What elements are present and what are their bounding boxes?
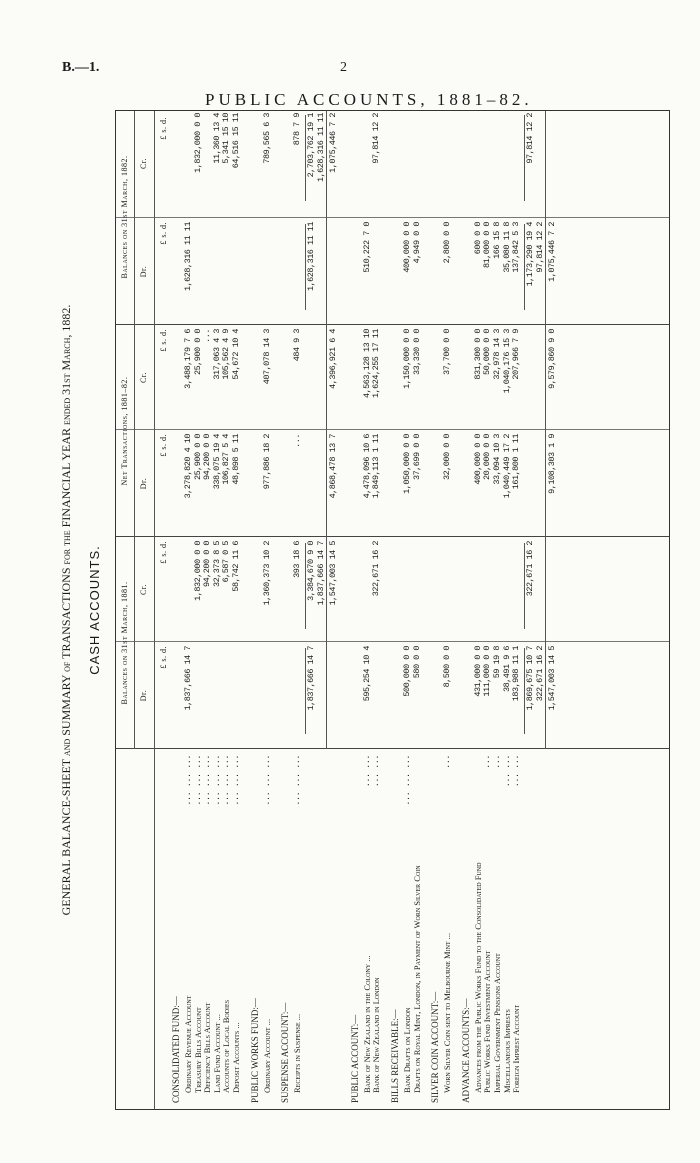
amount-cell: 1,628,316 11 11 [315,113,326,183]
amount-cell: 4,949 0 0 [411,222,422,264]
account-label: Foreign Imprest Account [511,1004,522,1093]
amount-cell: 5,341 15 10 [221,113,232,164]
amount-cell: 33,094 10 3 [492,434,502,485]
amount-cell: 977,886 18 2 [261,434,272,490]
account-label: Treasury Bills Account [192,1007,203,1093]
amount-cell: 37,699 0 0 [411,434,422,481]
amount-cell: 1,837,666 14 7 [183,646,193,711]
accounts-table [115,110,670,1110]
account-label: Ordinary Revenue Account [183,995,193,1093]
units-lsd: £ s. d. [159,222,168,245]
amount-cell: 207,966 7 9 [511,329,522,380]
leader-dots: ... ... [511,755,522,788]
account-label: Deficiency Bills Account [202,1002,213,1093]
leader-dots: ... ... [501,755,512,788]
amount-cell: 338,075 19 4 [211,434,222,490]
amount-cell: 64,516 15 11 [231,113,241,169]
account-label: Bank of New Zealand in London [371,977,382,1093]
amount-cell: 1,832,000 0 0 [192,113,203,173]
leader-dots: ... ... ... [202,755,213,806]
amount-cell: 8,500 0 0 [442,646,453,688]
amount-cell: 1,837,666 14 7 [315,541,326,606]
leader-dots: ... ... ... [183,755,193,806]
leader-dots: ... ... ... [402,755,412,806]
amount-cell: 317,063 4 3 [211,329,222,380]
amount-cell: 183,988 11 1 [511,646,522,702]
amount-cell: 2,800 0 0 [442,222,453,264]
amount-cell: 1,547,003 14 5 [327,541,338,606]
section-heading: SUSPENSE ACCOUNT:— [280,1002,291,1103]
leader-dots: ... ... ... [192,755,203,806]
amount-cell: ... [202,329,213,343]
amount-cell: 789,565 6 3 [261,113,272,164]
total-rule [326,111,327,749]
amount-cell: 1,628,316 11 11 [183,222,193,292]
amount-cell: 407,078 14 3 [261,329,272,385]
amount-cell: 4,396,921 6 4 [327,329,338,389]
amount-cell: 4,563,128 13 10 [361,329,372,399]
cash-accounts-heading: CASH ACCOUNTS. [87,545,102,675]
amount-cell: 1,624,255 17 11 [371,329,382,399]
amount-cell: 37,700 0 0 [442,329,453,376]
total-rule [545,111,546,749]
amount-cell: 322,671 16 2 [371,541,382,597]
amount-cell: 166 15 8 [492,222,502,259]
amount-cell: 1,040,176 15 3 [501,329,512,394]
amount-cell: 831,300 0 0 [472,329,483,380]
amount-cell: 9,579,860 9 0 [546,329,557,389]
header-net-transactions: Net Transactions, 1881–82. [120,376,129,486]
amount-cell: 94,200 0 0 [202,541,213,588]
leader-dots: ... ... [371,755,382,788]
amount-cell: 25,900 0 0 [192,434,203,481]
amount-cell: 393 18 6 [292,541,303,578]
page-number: 2 [340,60,347,75]
amount-cell: 1,849,113 1 11 [371,434,382,499]
amount-cell: 580 0 0 [411,646,422,679]
amount-cell: 1,547,003 14 5 [546,646,557,711]
account-label: Advances from the Public Works Fund to the Consolidated Fund [472,862,483,1093]
amount-cell: 1,837,666 14 7 [305,646,316,711]
amount-cell: 20,000 0 0 [482,434,493,481]
amount-cell: 3,384,670 9 0 [305,541,316,601]
amount-cell: 2,703,762 19 1 [305,113,316,178]
leader-dots: ... [442,755,453,769]
amount-cell: 595,254 10 4 [361,646,372,702]
amount-cell: 1,075,446 7 2 [546,222,557,282]
leader-dots: ... ... [361,755,372,788]
account-label: Ordinary Account ... [261,1018,272,1093]
amount-cell: 81,000 0 0 [482,222,493,269]
column-divider [116,536,669,537]
account-label: Land Fund Account ... [211,1013,222,1093]
amount-cell: 33,330 0 0 [411,329,422,376]
header-balances-1882: Balances on 31st March, 1882. [120,155,129,279]
amount-cell: 400,000 0 0 [402,222,412,273]
section-heading: PUBLIC WORKS FUND:— [249,998,260,1103]
account-label: Receipts in Suspense ... [292,1013,303,1093]
amount-cell: 59 19 8 [492,646,502,679]
amount-cell: 38,491 9 6 [501,646,512,693]
amount-cell: 35,080 11 8 [501,222,512,273]
header-rule [134,111,135,749]
amount-cell: 1,150,000 0 0 [402,329,412,389]
amount-cell: 3,488,179 7 6 [183,329,193,389]
leader-dots: ... [482,755,493,769]
amount-cell: 106,827 5 4 [221,434,232,485]
running-title: PUBLIC ACCOUNTS, 1881–82. [205,90,533,109]
header-cr: Cr. [139,157,148,170]
section-heading: SILVER COIN ACCOUNT:— [430,991,441,1103]
units-lsd: £ s. d. [159,646,168,669]
amount-cell: 878 7 9 [292,113,303,146]
account-label: Accounts of Local Bodies [221,999,232,1093]
account-label: Bank of New Zealand in the Colony ... [361,955,372,1093]
section-heading: CONSOLIDATED FUND:— [171,996,181,1103]
amount-cell: 111,000 0 0 [482,646,493,697]
amount-cell: 322,671 16 2 [524,541,535,597]
amount-cell: 1,075,446 7 2 [327,113,338,173]
account-label: Bank Drafts on London [402,1007,412,1093]
leader-dots: ... ... ... [221,755,232,806]
amount-cell: 137,842 5 3 [511,222,522,273]
amount-cell: 600 0 0 [472,222,483,255]
amount-cell: 322,671 16 2 [534,646,545,702]
amount-cell: 9,108,303 1 9 [546,434,557,494]
column-divider [116,748,669,749]
amount-cell: 58,742 11 6 [231,541,241,592]
amount-cell: 510,222 7 0 [361,222,372,273]
amount-cell: 431,000 0 0 [472,646,483,697]
units-lsd: £ s. d. [159,117,168,140]
amount-cell: ... [292,434,303,448]
column-divider [116,641,669,642]
amount-cell: 1,173,290 19 4 [524,222,535,287]
document-reference: B.—1. [62,60,100,75]
amount-cell: 1,360,373 10 2 [261,541,272,606]
amount-cell: 105,562 4 9 [221,329,232,380]
amount-cell: 1,050,000 0 0 [402,434,412,494]
account-label: Drafts on Royal Mint, London, in Payment of Worn Silver Coin [411,865,422,1093]
header-dr: Dr. [139,265,148,278]
leader-dots: ... ... ... [292,755,303,806]
amount-cell: 97,814 12 2 [534,222,545,273]
leader-dots: ... ... ... [231,755,241,806]
amount-cell: 1,628,316 11 11 [305,222,316,292]
leader-dots: ... ... ... [261,755,272,806]
amount-cell: 54,672 10 4 [231,329,241,380]
amount-cell: 48,898 5 11 [231,434,241,485]
section-heading: PUBLIC ACCOUNT:— [349,1014,360,1103]
header-balances-1881: Balances on 31st March, 1881. [120,581,129,705]
amount-cell: 4,478,096 10 6 [361,434,372,499]
account-label: Miscellaneous Imprests [501,1009,512,1093]
amount-cell: 400,000 0 0 [472,434,483,485]
amount-cell: 97,814 12 2 [371,113,382,164]
account-label: Deposit Accounts ... [231,1022,241,1093]
amount-cell: 500,000 0 0 [402,646,412,697]
amount-cell: 32,000 0 0 [442,434,453,481]
account-label: Public Works Fund Investment Account [482,950,493,1093]
amount-cell: 3,278,820 4 10 [183,434,193,499]
header-cr: Cr. [139,583,148,596]
leader-dots: ... ... ... [211,755,222,806]
amount-cell: 1,869,675 10 7 [524,646,535,711]
amount-cell: 4,868,478 13 7 [327,434,338,499]
header-rule [154,111,155,1109]
section-heading: BILLS RECEIVABLE:— [390,1009,400,1103]
amount-cell: 11,360 13 4 [211,113,222,164]
amount-cell: 32,978 14 3 [492,329,502,380]
amount-cell: 25,900 0 0 [192,329,203,376]
amount-cell: 1,040,449 17 2 [501,434,512,499]
amount-cell: 161,800 1 11 [511,434,522,490]
units-lsd: £ s. d. [159,434,168,457]
leader-dots: ... [492,755,502,769]
column-divider [116,324,669,325]
units-lsd: £ s. d. [159,329,168,352]
section-heading: ADVANCE ACCOUNTS:— [460,998,471,1103]
column-divider [116,429,669,430]
header-cr: Cr. [139,371,148,384]
balance-sheet-title: GENERAL BALANCE-SHEET and SUMMARY of TRANSACTIONS for the FINANCIAL YEAR ended 31st March, 1882. [59,304,73,916]
amount-cell: 94,200 0 0 [202,434,213,481]
column-divider [116,217,669,218]
amount-cell: 484 9 3 [292,329,303,362]
rotated-balance-sheet [60,110,670,1110]
header-dr: Dr. [139,477,148,490]
amount-cell: 97,814 12 2 [524,113,535,164]
units-lsd: £ s. d. [159,541,168,564]
account-label: Imperial Government Pensions Account [492,953,502,1093]
header-dr: Dr. [139,689,148,702]
amount-cell: 50,000 0 0 [482,329,493,376]
amount-cell: 1,832,000 0 0 [192,541,203,601]
amount-cell: 32,373 8 5 [211,541,222,588]
account-label: Worn Silver Coin sent to Melbourne Mint ... [442,932,453,1093]
amount-cell: 6,587 0 5 [221,541,232,583]
